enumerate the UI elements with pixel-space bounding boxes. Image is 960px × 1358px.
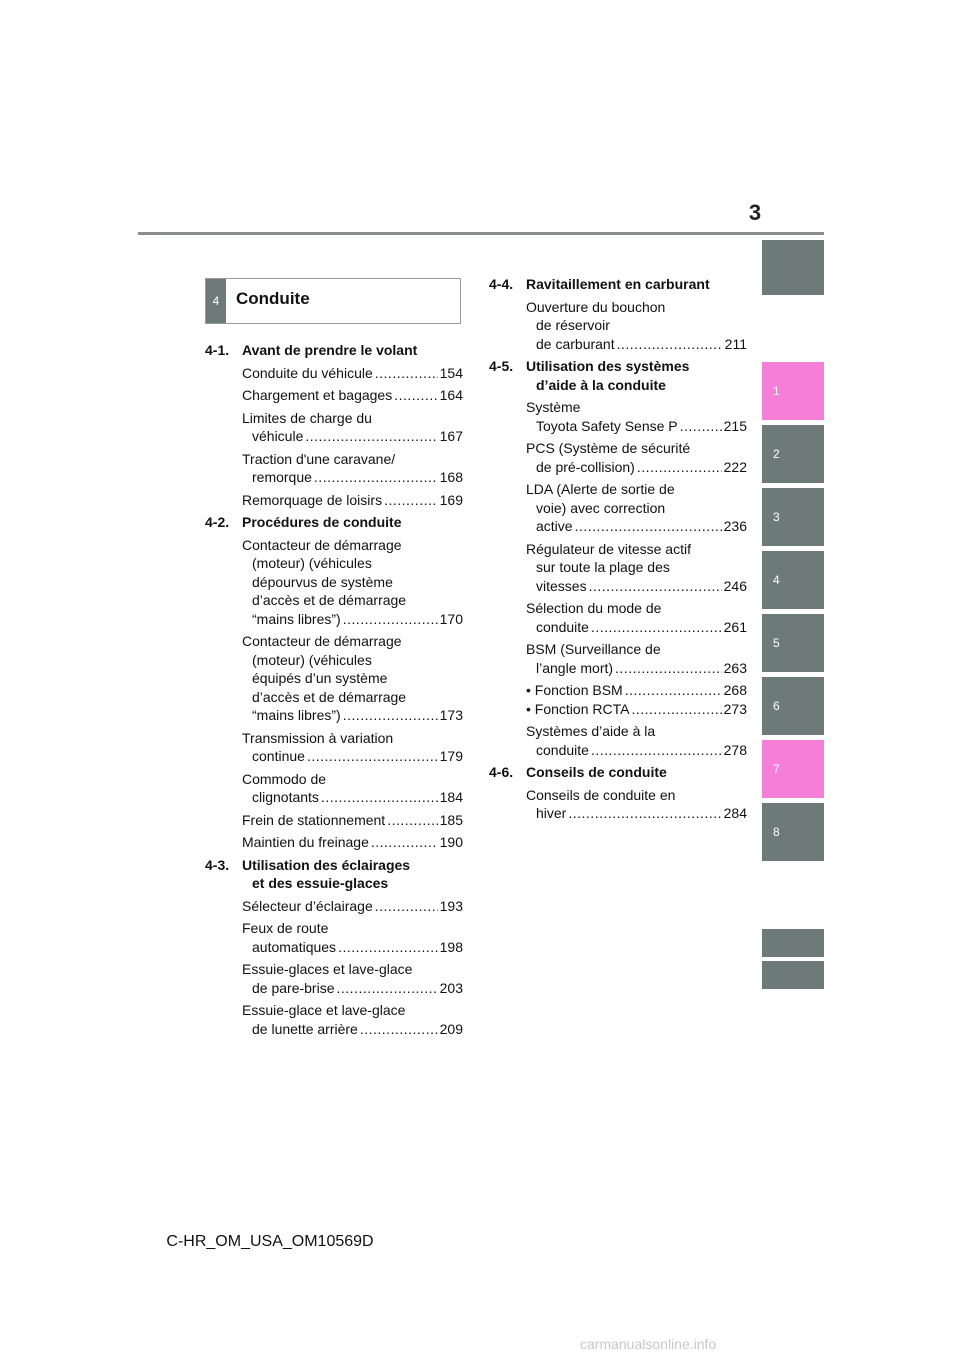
toc-entry-text: • Fonction BSM <box>526 682 623 698</box>
tab-label: 8 <box>773 825 780 839</box>
toc-entry[interactable] <box>242 811 463 830</box>
toc-entry[interactable] <box>526 786 747 823</box>
toc-page-number: 184 <box>439 789 463 805</box>
toc-entry-text: conduite <box>536 741 589 758</box>
toc-entry-last-line <box>242 364 463 383</box>
toc-entry-last-line <box>242 788 463 807</box>
toc-page-number: 169 <box>439 491 463 508</box>
toc-section-title-line: Ravitaillement en carburant <box>526 276 710 292</box>
toc-leader-dots <box>387 811 437 830</box>
tab-label: 1 <box>773 384 780 398</box>
tab-label: 4 <box>773 573 780 587</box>
toc-section-number: 4-1. <box>205 342 230 358</box>
toc-entry[interactable] <box>526 298 747 354</box>
toc-page-number: 273 <box>723 700 747 717</box>
toc-entry[interactable] <box>526 722 747 759</box>
toc-entry-last-line <box>242 747 463 766</box>
toc-section-number: 4-3. <box>205 856 230 873</box>
toc-entry-line: Conseils de conduite en <box>526 786 676 803</box>
toc-section-title-line: et des essuie-glaces <box>252 875 389 891</box>
toc-leader-dots <box>375 364 438 383</box>
chapter-tab-5[interactable] <box>762 614 824 672</box>
toc-entry-text: Conduite du véhicule <box>242 364 373 381</box>
toc-entry-line: PCS (Système de sécurité <box>526 440 691 456</box>
toc-entry-line: d’accès et de démarrage <box>252 592 407 608</box>
toc-entry-text: Toyota Safety Sense P <box>536 417 678 434</box>
toc-leader-dots <box>625 681 722 700</box>
toc-entry[interactable] <box>242 770 463 807</box>
toc-entry-text: hiver <box>536 805 567 821</box>
toc-section-title <box>242 341 463 360</box>
toc-section-title <box>242 513 463 532</box>
toc-section-number: 4-2. <box>205 514 230 530</box>
toc-leader-dots <box>617 335 723 354</box>
toc-page-number: 168 <box>439 469 463 485</box>
chapter-tab-3[interactable] <box>762 488 824 546</box>
section-title: Conduite <box>236 289 310 308</box>
toc-page-number: 263 <box>723 659 747 676</box>
toc-entry[interactable] <box>242 897 463 916</box>
toc-page-number: 193 <box>439 897 463 914</box>
toc-entry-last-line <box>242 610 463 629</box>
chapter-tab-1[interactable] <box>762 362 824 420</box>
section-number: 4 <box>206 279 226 323</box>
chapter-tab-8[interactable] <box>762 803 824 861</box>
tab-label: 3 <box>773 510 780 524</box>
toc-entry-line: Système <box>526 399 581 415</box>
toc-entry-line: Contacteur de démarrage <box>242 536 402 553</box>
toc-leader-dots <box>371 833 438 852</box>
toc-leader-dots <box>343 610 438 629</box>
toc-leader-dots <box>589 577 722 596</box>
toc-entry-line: Régulateur de vitesse actif <box>526 540 691 557</box>
toc-entry[interactable] <box>526 398 747 435</box>
toc-page-number: 167 <box>439 428 463 444</box>
toc-entry-last-line <box>526 804 747 823</box>
toc-entry-line: dépourvus de système <box>252 573 393 590</box>
toc-entry-text: de pare-brise <box>252 979 335 996</box>
toc-leader-dots <box>631 700 721 719</box>
toc-entry[interactable] <box>526 640 747 677</box>
toc-entry-text: de carburant <box>536 335 615 352</box>
toc-entry[interactable] <box>242 833 463 852</box>
toc-entry[interactable] <box>242 729 463 766</box>
toc-leader-dots <box>337 979 438 998</box>
toc-page-number: 203 <box>439 979 463 996</box>
toc-entry-line: (moteur) (véhicules <box>252 651 372 668</box>
toc-page-number: 190 <box>439 834 463 850</box>
toc-entry-line: Systèmes d’aide à la <box>526 723 656 739</box>
document-code: C-HR_OM_USA_OM10569D <box>166 1233 374 1250</box>
toc-page-number: 198 <box>439 938 463 955</box>
toc-entry-line: de réservoir <box>536 317 610 333</box>
chapter-tab-index-2[interactable] <box>762 961 824 989</box>
toc-entry[interactable] <box>242 919 463 956</box>
toc-entry[interactable] <box>242 536 463 629</box>
toc-entry-last-line <box>526 700 747 719</box>
toc-section-title <box>242 856 463 893</box>
watermark: carmanualsonline.info <box>580 1336 717 1352</box>
toc-leader-dots <box>305 427 437 446</box>
toc-section-title-line: Conseils de conduite <box>526 764 667 780</box>
toc-page-number: 179 <box>439 748 463 764</box>
chapter-tab-7[interactable] <box>762 740 824 798</box>
toc-entry-text: conduite <box>536 618 589 635</box>
toc-leader-dots <box>568 804 721 823</box>
toc-entry[interactable] <box>526 540 747 596</box>
toc-entry-line: équipés d’un système <box>252 670 388 686</box>
toc-entry[interactable] <box>242 450 463 487</box>
toc-leader-dots <box>360 1020 438 1039</box>
toc-entry-text: Chargement et bagages <box>242 387 393 403</box>
toc-section-heading[interactable] <box>489 763 747 782</box>
toc-page-number: 236 <box>723 518 747 534</box>
toc-entry-line: Essuie-glace et lave-glace <box>242 1002 406 1018</box>
toc-leader-dots <box>575 517 722 536</box>
toc-section-title-line: d’aide à la conduite <box>536 376 666 393</box>
toc-section-number: 4-5. <box>489 358 514 374</box>
toc-entry-text: clignotants <box>252 789 319 805</box>
toc-page-number: 211 <box>724 335 747 352</box>
toc-entry-text: automatiques <box>252 938 337 955</box>
toc-entry-last-line <box>526 417 747 436</box>
toc-entry-line: LDA (Alerte de sortie de <box>526 481 675 497</box>
toc-page-number: 173 <box>439 707 463 723</box>
toc-leader-dots <box>637 458 722 477</box>
toc-section-heading[interactable] <box>489 357 747 394</box>
toc-section-title-line: Avant de prendre le volant <box>242 342 418 358</box>
toc-entry-line: Commodo de <box>242 770 327 787</box>
toc-section-heading[interactable] <box>205 341 463 360</box>
toc-left-column <box>205 341 463 1042</box>
toc-entry-line: Contacteur de démarrage <box>242 633 402 649</box>
toc-entry[interactable] <box>242 1001 463 1038</box>
chapter-tab-2[interactable] <box>762 425 824 483</box>
header-rule <box>138 232 824 235</box>
toc-entry-line: Essuie-glaces et lave-glace <box>242 961 413 977</box>
toc-entry[interactable] <box>242 364 463 383</box>
toc-entry-text: • Fonction RCTA <box>526 700 630 717</box>
chapter-tab-6[interactable] <box>762 677 824 735</box>
toc-section-title-line: Utilisation des éclairages <box>242 856 411 873</box>
toc-entry-last-line <box>526 741 747 760</box>
toc-entry-text: “mains libres”) <box>252 707 341 723</box>
tab-label: 5 <box>773 636 780 650</box>
toc-entry-last-line <box>526 659 747 678</box>
toc-entry-last-line <box>526 335 747 354</box>
toc-entry-last-line <box>242 1020 463 1039</box>
toc-entry-text: véhicule <box>252 428 304 444</box>
toc-entry-last-line <box>242 811 463 830</box>
toc-page-number: 278 <box>723 741 747 758</box>
toc-leader-dots <box>680 417 722 436</box>
toc-section-title-line: Utilisation des systèmes <box>526 358 690 374</box>
chapter-tab-blank-top[interactable] <box>762 240 824 295</box>
toc-leader-dots <box>321 788 438 807</box>
toc-entry-last-line <box>526 458 747 477</box>
toc-entry-text: Frein de stationnement <box>242 811 386 828</box>
toc-entry-line: Sélection du mode de <box>526 600 662 616</box>
toc-entry[interactable] <box>526 439 747 476</box>
toc-page-number: 284 <box>723 805 747 821</box>
toc-section-number: 4-4. <box>489 276 514 292</box>
toc-entry[interactable] <box>526 681 747 700</box>
toc-entry-line: Ouverture du bouchon <box>526 298 666 315</box>
toc-entry-text: de pré-collision) <box>536 458 635 475</box>
toc-entry-text: active <box>536 518 573 534</box>
toc-entry[interactable] <box>242 409 463 446</box>
toc-page-number: 268 <box>723 682 747 698</box>
toc-section-title-line: Procédures de conduite <box>242 514 402 530</box>
toc-leader-dots <box>394 386 437 405</box>
toc-leader-dots <box>591 741 722 760</box>
toc-entry-last-line <box>242 706 463 725</box>
toc-entry-last-line <box>526 517 747 536</box>
toc-entry-line: BSM (Surveillance de <box>526 641 661 657</box>
chapter-tab-index-1[interactable] <box>762 929 824 957</box>
toc-page-number: 215 <box>723 417 747 434</box>
toc-entry-text: vitesses <box>536 577 587 594</box>
toc-leader-dots <box>343 706 438 725</box>
toc-page-number: 154 <box>439 364 463 381</box>
toc-entry-last-line <box>242 833 463 852</box>
toc-section-heading[interactable] <box>205 856 463 893</box>
toc-entry-text: remorque <box>252 469 312 485</box>
toc-leader-dots <box>375 897 438 916</box>
toc-entry-last-line <box>242 468 463 487</box>
toc-entry[interactable] <box>242 491 463 510</box>
toc-page-number: 170 <box>439 610 463 627</box>
toc-page-number: 261 <box>723 618 747 635</box>
chapter-tab-4[interactable] <box>762 551 824 609</box>
tab-label: 7 <box>773 762 780 776</box>
toc-page-number: 164 <box>439 387 463 403</box>
toc-entry[interactable] <box>242 632 463 725</box>
toc-entry-line: Limites de charge du <box>242 409 372 426</box>
toc-leader-dots <box>314 468 438 487</box>
toc-entry-text: l’angle mort) <box>536 659 614 676</box>
toc-leader-dots <box>384 491 438 510</box>
toc-entry-line: voie) avec correction <box>536 499 666 516</box>
toc-entry-text: Maintien du freinage <box>242 834 369 850</box>
toc-section-title <box>526 275 747 294</box>
toc-entry-text: “mains libres”) <box>252 610 341 627</box>
toc-right-column <box>489 275 747 827</box>
toc-section-title <box>526 357 747 394</box>
tab-label: 6 <box>773 699 780 713</box>
toc-entry-last-line <box>526 618 747 637</box>
toc-leader-dots <box>591 618 722 637</box>
toc-entry-last-line <box>242 427 463 446</box>
toc-entry-line: sur toute la plage des <box>536 559 670 575</box>
toc-entry-line: Feux de route <box>242 920 329 936</box>
toc-leader-dots <box>338 938 438 957</box>
toc-entry-text: continue <box>252 748 305 764</box>
section-heading <box>205 278 461 324</box>
toc-entry[interactable] <box>242 960 463 997</box>
toc-entry-last-line <box>242 386 463 405</box>
toc-page-number: 185 <box>439 811 463 828</box>
toc-entry-last-line <box>242 897 463 916</box>
toc-entry-last-line <box>526 577 747 596</box>
toc-page-number: 246 <box>723 577 747 594</box>
toc-entry[interactable] <box>242 386 463 405</box>
toc-section-heading[interactable] <box>205 513 463 532</box>
toc-entry-text: de lunette arrière <box>252 1020 358 1037</box>
toc-entry-line: (moteur) (véhicules <box>252 555 372 571</box>
toc-entry-last-line <box>242 491 463 510</box>
toc-entry-line: d’accès et de démarrage <box>252 688 407 705</box>
toc-section-number: 4-6. <box>489 764 514 780</box>
toc-section-title <box>526 763 747 782</box>
page-number: 3 <box>748 200 762 225</box>
toc-entry[interactable] <box>526 480 747 536</box>
toc-entry-line: Transmission à variation <box>242 729 394 746</box>
toc-page-number: 222 <box>723 458 747 475</box>
toc-entry-text: Sélecteur d’éclairage <box>242 897 373 914</box>
toc-entry-last-line <box>526 681 747 700</box>
toc-entry[interactable] <box>526 700 747 719</box>
toc-entry-last-line <box>242 938 463 957</box>
toc-leader-dots <box>615 659 722 678</box>
tab-label: 2 <box>773 447 780 461</box>
toc-entry-line: Traction d'une caravane/ <box>242 450 396 467</box>
toc-section-heading[interactable] <box>489 275 747 294</box>
toc-page-number: 209 <box>439 1020 463 1037</box>
toc-entry-last-line <box>242 979 463 998</box>
toc-entry-text: Remorquage de loisirs <box>242 491 383 508</box>
toc-entry[interactable] <box>526 599 747 636</box>
toc-leader-dots <box>307 747 438 766</box>
